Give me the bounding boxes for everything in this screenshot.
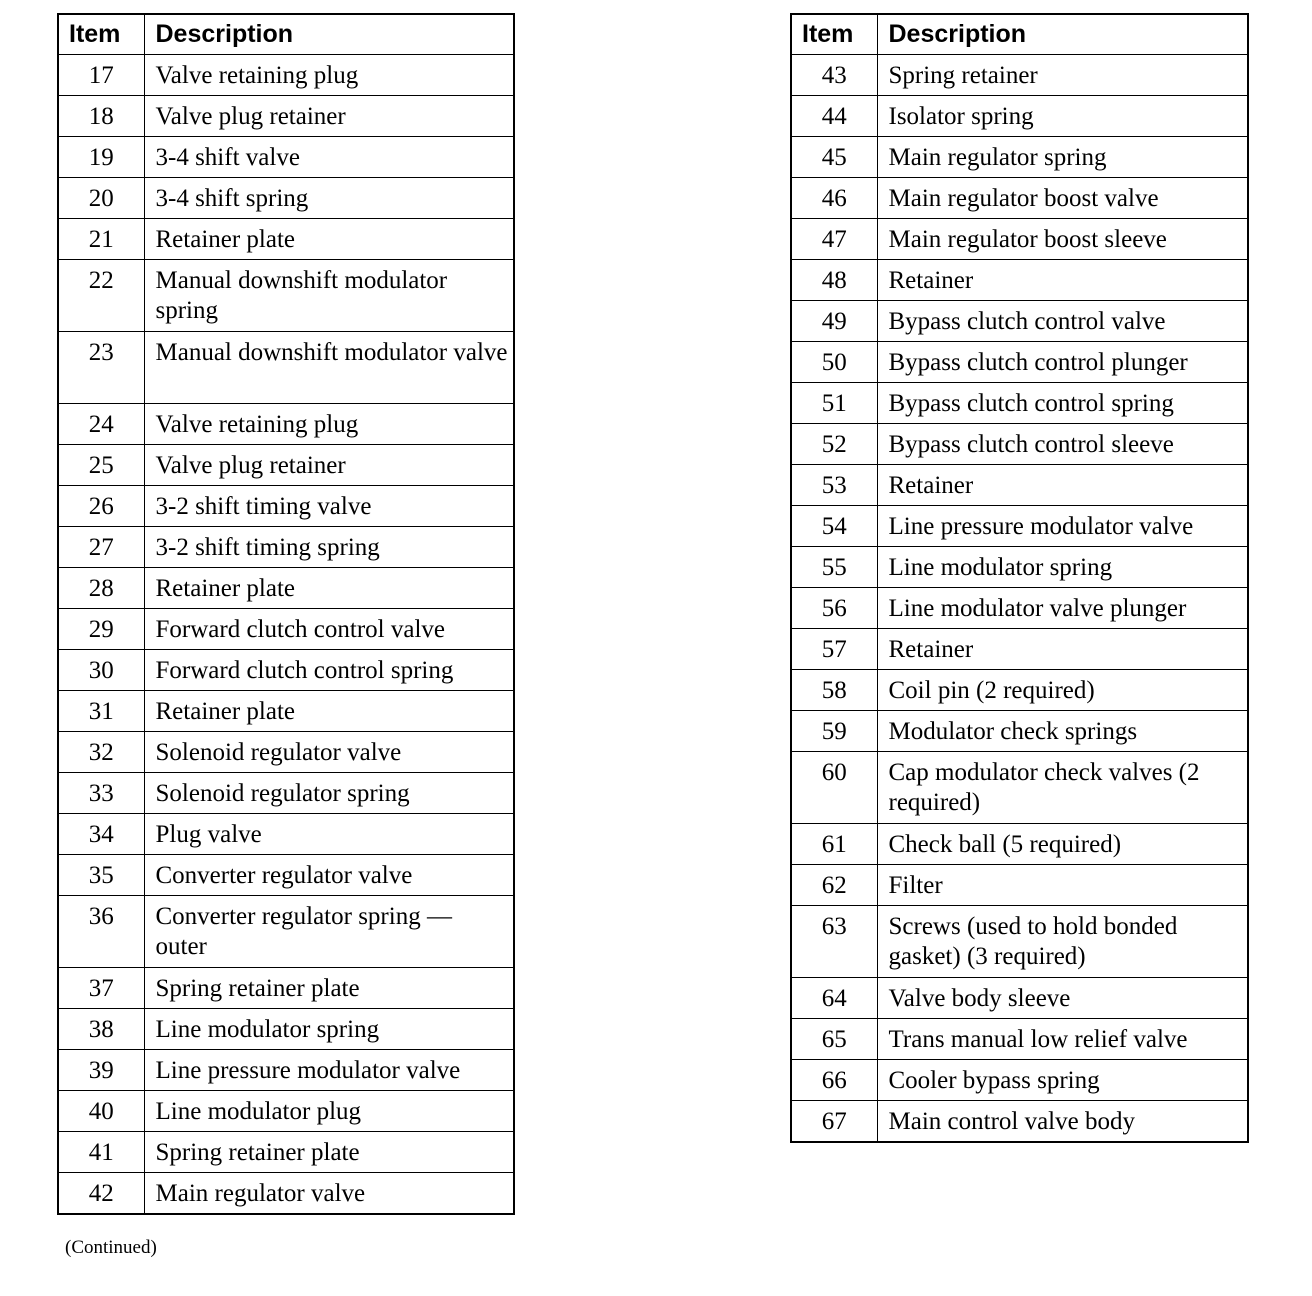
item-description: Valve plug retainer (144, 445, 514, 486)
table-row (791, 96, 1248, 137)
item-number: 59 (791, 711, 877, 752)
table-row (58, 968, 514, 1009)
item-number: 30 (58, 650, 144, 691)
item-description: Coil pin (2 required) (877, 670, 1248, 711)
item-description: Isolator spring (877, 96, 1248, 137)
item-number: 54 (791, 506, 877, 547)
item-description: Main regulator boost valve (877, 178, 1248, 219)
item-description: Spring retainer plate (144, 968, 514, 1009)
item-description: Trans manual low relief valve (877, 1019, 1248, 1060)
item-description: Retainer plate (144, 219, 514, 260)
parts-table-right-body (791, 55, 1248, 1143)
item-description: Main regulator spring (877, 137, 1248, 178)
item-number: 46 (791, 178, 877, 219)
item-description: Converter regulator valve (144, 855, 514, 896)
item-description: Main regulator valve (144, 1173, 514, 1215)
item-description: Forward clutch control valve (144, 609, 514, 650)
table-row (791, 629, 1248, 670)
parts-table-right (790, 13, 1249, 1143)
table-row (58, 332, 514, 404)
item-description: Screws (used to hold bonded gasket) (3 required) (877, 906, 1248, 978)
item-number: 34 (58, 814, 144, 855)
item-number: 25 (58, 445, 144, 486)
item-description: 3-2 shift timing valve (144, 486, 514, 527)
item-description: Retainer (877, 465, 1248, 506)
item-number: 45 (791, 137, 877, 178)
item-description: Check ball (5 required) (877, 824, 1248, 865)
table-row (58, 445, 514, 486)
item-number: 64 (791, 978, 877, 1019)
table-row (58, 1173, 514, 1215)
item-description: Manual downshift modulator spring (144, 260, 514, 332)
item-description: Valve retaining plug (144, 55, 514, 96)
item-number: 27 (58, 527, 144, 568)
table-row (58, 896, 514, 968)
item-description: Cooler bypass spring (877, 1060, 1248, 1101)
table-row (58, 96, 514, 137)
table-row (791, 824, 1248, 865)
continued-note: (Continued) (65, 1237, 157, 1258)
item-number: 56 (791, 588, 877, 629)
item-number: 55 (791, 547, 877, 588)
item-description: Line pressure modulator valve (144, 1050, 514, 1091)
table-row (58, 855, 514, 896)
table-row (58, 486, 514, 527)
item-description: Manual downshift modulator valve (144, 332, 514, 404)
item-number: 52 (791, 424, 877, 465)
table-row (58, 609, 514, 650)
item-description: 3-2 shift timing spring (144, 527, 514, 568)
table-row (791, 506, 1248, 547)
item-number: 57 (791, 629, 877, 670)
item-number: 26 (58, 486, 144, 527)
table-row (58, 568, 514, 609)
item-description: Bypass clutch control sleeve (877, 424, 1248, 465)
item-description: Retainer plate (144, 568, 514, 609)
table-row (791, 342, 1248, 383)
table-row (791, 424, 1248, 465)
item-number: 48 (791, 260, 877, 301)
item-description: Line pressure modulator valve (877, 506, 1248, 547)
item-description: Line modulator plug (144, 1091, 514, 1132)
table-row (58, 1132, 514, 1173)
item-description: Plug valve (144, 814, 514, 855)
table-row (58, 219, 514, 260)
item-description: Modulator check springs (877, 711, 1248, 752)
table-row (58, 814, 514, 855)
description-column-header: Description (144, 14, 514, 55)
item-description: Valve body sleeve (877, 978, 1248, 1019)
item-number: 33 (58, 773, 144, 814)
table-row (791, 219, 1248, 260)
table-row (791, 1019, 1248, 1060)
table-row (791, 978, 1248, 1019)
item-number: 21 (58, 219, 144, 260)
item-description: Cap modulator check valves (2 required) (877, 752, 1248, 824)
table-row (58, 691, 514, 732)
table-row (791, 137, 1248, 178)
item-description: Valve retaining plug (144, 404, 514, 445)
table-row (791, 383, 1248, 424)
item-number: 62 (791, 865, 877, 906)
item-description: Bypass clutch control valve (877, 301, 1248, 342)
item-description: Retainer (877, 260, 1248, 301)
parts-table-left (57, 13, 515, 1215)
table-row (791, 906, 1248, 978)
table-row (791, 1101, 1248, 1143)
item-description: Bypass clutch control plunger (877, 342, 1248, 383)
item-number: 41 (58, 1132, 144, 1173)
table-row (58, 55, 514, 96)
item-description: Main regulator boost sleeve (877, 219, 1248, 260)
item-description: Filter (877, 865, 1248, 906)
item-number: 17 (58, 55, 144, 96)
item-number: 40 (58, 1091, 144, 1132)
table-row (58, 260, 514, 332)
item-description: Spring retainer plate (144, 1132, 514, 1173)
item-number: 28 (58, 568, 144, 609)
item-number: 39 (58, 1050, 144, 1091)
item-number: 20 (58, 178, 144, 219)
item-number: 61 (791, 824, 877, 865)
item-description: Retainer plate (144, 691, 514, 732)
item-description: Spring retainer (877, 55, 1248, 96)
item-number: 37 (58, 968, 144, 1009)
table-row (791, 260, 1248, 301)
table-row (58, 732, 514, 773)
table-row (791, 178, 1248, 219)
item-description: Converter regulator spring — outer (144, 896, 514, 968)
item-number: 43 (791, 55, 877, 96)
table-row (791, 670, 1248, 711)
description-column-header: Description (877, 14, 1248, 55)
item-number: 67 (791, 1101, 877, 1143)
table-row (791, 547, 1248, 588)
item-description: Solenoid regulator valve (144, 732, 514, 773)
table-row (791, 1060, 1248, 1101)
table-row (58, 1091, 514, 1132)
item-number: 60 (791, 752, 877, 824)
item-number: 36 (58, 896, 144, 968)
table-row (791, 465, 1248, 506)
item-number: 50 (791, 342, 877, 383)
table-row (791, 711, 1248, 752)
item-number: 38 (58, 1009, 144, 1050)
table-row (791, 588, 1248, 629)
table-row (58, 1050, 514, 1091)
item-description: Main control valve body (877, 1101, 1248, 1143)
item-number: 31 (58, 691, 144, 732)
table-row (58, 404, 514, 445)
item-description: Line modulator spring (877, 547, 1248, 588)
item-number: 23 (58, 332, 144, 404)
item-number: 19 (58, 137, 144, 178)
table-row (58, 1009, 514, 1050)
item-number: 65 (791, 1019, 877, 1060)
item-description: Forward clutch control spring (144, 650, 514, 691)
table-row (791, 301, 1248, 342)
item-number: 32 (58, 732, 144, 773)
item-number: 53 (791, 465, 877, 506)
item-number: 63 (791, 906, 877, 978)
table-row (58, 773, 514, 814)
item-number: 49 (791, 301, 877, 342)
table-row (58, 650, 514, 691)
item-description: Line modulator valve plunger (877, 588, 1248, 629)
item-description: Bypass clutch control spring (877, 383, 1248, 424)
item-number: 22 (58, 260, 144, 332)
table-row (791, 55, 1248, 96)
table-row (791, 865, 1248, 906)
item-number: 58 (791, 670, 877, 711)
table-row (791, 752, 1248, 824)
item-description: Retainer (877, 629, 1248, 670)
item-description: Line modulator spring (144, 1009, 514, 1050)
item-number: 35 (58, 855, 144, 896)
item-number: 47 (791, 219, 877, 260)
item-number: 24 (58, 404, 144, 445)
table-header-row (58, 14, 514, 55)
item-number: 42 (58, 1173, 144, 1215)
item-number: 51 (791, 383, 877, 424)
table-row (58, 527, 514, 568)
item-column-header: Item (58, 14, 144, 55)
item-number: 18 (58, 96, 144, 137)
item-number: 44 (791, 96, 877, 137)
item-number: 29 (58, 609, 144, 650)
item-description: Valve plug retainer (144, 96, 514, 137)
item-number: 66 (791, 1060, 877, 1101)
table-row (58, 178, 514, 219)
table-header-row (791, 14, 1248, 55)
parts-table-left-body (58, 55, 514, 1215)
item-description: 3-4 shift valve (144, 137, 514, 178)
item-description: Solenoid regulator spring (144, 773, 514, 814)
table-row (58, 137, 514, 178)
item-description: 3-4 shift spring (144, 178, 514, 219)
item-column-header: Item (791, 14, 877, 55)
